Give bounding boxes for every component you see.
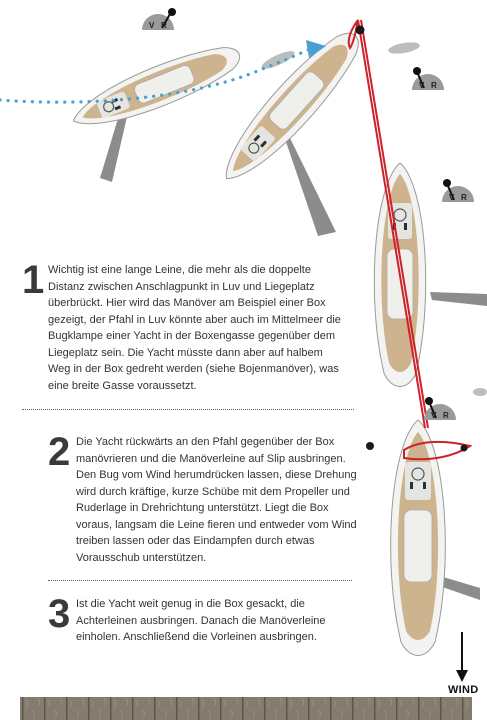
step-number: 3 bbox=[48, 592, 71, 636]
engine-dial-4 bbox=[424, 397, 456, 420]
dial-label-v: V bbox=[149, 21, 155, 30]
step-text: Wichtig ist eine lange Leine, die mehr als die doppelte Distanz zwischen Anschlagpunkt in Luv und Liegeplatz überbrückt. Hier wird das Manöver am Beispiel einer Box gezeigt, der Pfahl in Luv könnte aber auch im Mittelmeer die Bugklampe einer Yacht in der Boxengasse gegenüber dem Liegeplatz sein. Die Yacht müsste dann aber auf halbem Weg in der Box gedreht werden (siehe Bojenmanöver), was eine breite Gasse voraussetzt. bbox=[48, 264, 341, 392]
step-number: 1 bbox=[22, 258, 45, 302]
yacht-position-4 bbox=[391, 420, 446, 656]
yacht-position-1 bbox=[66, 36, 246, 139]
divider-2 bbox=[48, 580, 352, 581]
divider-1 bbox=[22, 409, 354, 410]
svg-text:R: R bbox=[443, 411, 449, 420]
svg-text:V: V bbox=[431, 411, 437, 420]
engine-dial-2 bbox=[412, 67, 444, 90]
wind-arrow-icon bbox=[456, 632, 468, 682]
engine-dial-1 bbox=[142, 8, 176, 30]
engine-dial-3 bbox=[442, 179, 474, 202]
svg-text:V: V bbox=[449, 193, 455, 202]
svg-text:V: V bbox=[419, 81, 425, 90]
step-text: Die Yacht rückwärts an den Pfahl gegenüber der Box manövrieren und die Manöverleine auf Slip ausbringen. Den Bug vom Wind herumdrücken lassen, diese Drehung wird durch kräftige, kurze Schübe mit dem Propeller und Ruderlage in Drehrichtung unterstützt. Liegt die Box voraus, langsam die Leine fieren und entweder vom Wind treiben lassen oder das Eindampfen durch etwas Vorausschub unterstützen. bbox=[76, 436, 357, 564]
pier-planks bbox=[20, 697, 472, 720]
step-number: 2 bbox=[48, 430, 71, 474]
svg-text:R: R bbox=[431, 81, 437, 90]
wind-label: WIND bbox=[448, 684, 479, 696]
svg-text:R: R bbox=[461, 193, 467, 202]
dial-label-r: R bbox=[161, 21, 167, 30]
yacht-position-2 bbox=[211, 21, 371, 193]
step-text: Ist die Yacht weit genug in die Box gesackt, die Achterleinen ausbringen. Danach die Manöverleine einholen. Anschließend die Vorleinen ausbringen. bbox=[76, 598, 326, 643]
